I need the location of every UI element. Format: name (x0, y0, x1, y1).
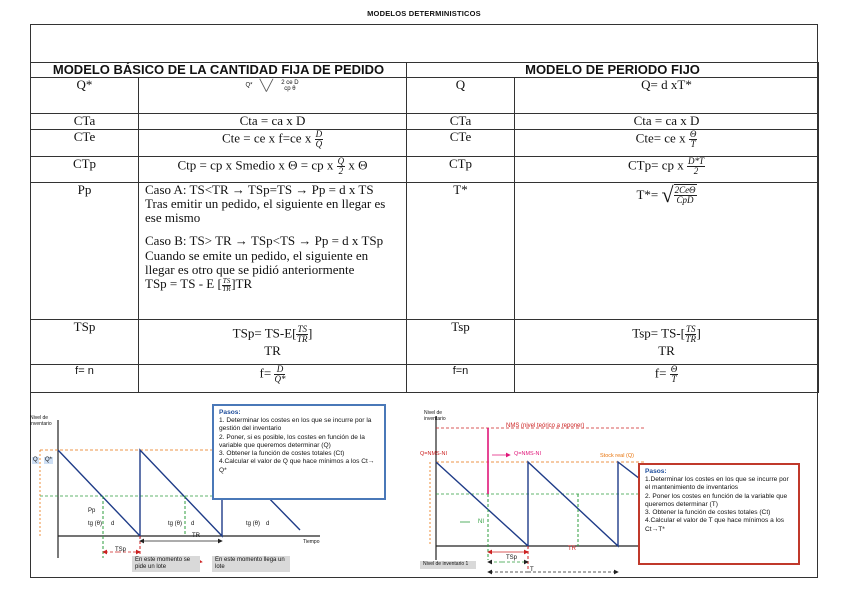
right-y-label: Nivel de inventario (424, 410, 446, 422)
ni-label: NI (478, 519, 484, 525)
pp-cases (139, 182, 407, 319)
q-label-mid: Q=NMS-NI (514, 451, 542, 457)
case-b-formula: TSp = TS - E [ $\frac{TS}{TR}$ ]TR (145, 276, 253, 293)
case-b-line: Caso B: TS> TR → TSp<TS → Pp = d x TSp (145, 233, 384, 249)
row-formula: Cta = ca x D (139, 114, 407, 129)
row-symbol: CTe (407, 129, 515, 156)
note-order: En este momento se pide un lote (132, 556, 200, 572)
step-item: 2. Poner los costes en función de la variable que queremos determinar (T) (645, 492, 788, 508)
t-label: T (530, 567, 534, 573)
d-label: d (266, 521, 270, 527)
left-model-header: MODELO BÁSICO DE LA CANTIDAD FIJA DE PEDIDO (31, 63, 407, 78)
row-symbol: CTp (407, 156, 515, 182)
steps-title: Pasos: (645, 468, 667, 475)
right-model-header: MODELO DE PERIODO FIJO (407, 63, 819, 78)
row-formula: Q* ╲╱ 2 ce D cp θ (139, 78, 407, 114)
row-symbol: CTp (31, 156, 139, 182)
note-arrive: En este momento llega un lote (212, 556, 290, 572)
row-symbol: TSp (31, 319, 139, 364)
row-formula: Cte= ce x $\frac{\Theta}{T}$ (515, 129, 819, 156)
step-item: 3. Obtener la función de costes totales (Ct) (645, 509, 771, 517)
page-title: MODELOS DETERMINISTICOS (367, 9, 481, 18)
step-item: 4.Calcular el valor de T que hace mínimos a los Ct→T* (645, 517, 785, 533)
right-inventory-diagram (418, 410, 648, 580)
tg-label: tg (θ) (246, 521, 261, 527)
row-symbol: Pp (31, 182, 139, 319)
case-a-text: Tras emitir un pedido, el siguiente en llegar es ese mismo (145, 195, 386, 226)
row-symbol: Tsp (407, 319, 515, 364)
row-symbol: CTa (407, 114, 515, 129)
row-formula: Ctp = cp x Smedio x Θ = cp x $\frac{Q}{2}$ x Θ (139, 156, 407, 182)
row-symbol: f=n (407, 364, 515, 392)
row-formula: Tsp= TS-[ $\frac{TS}{TR}$ ] TR (515, 319, 819, 364)
stock-label: Stock real (Q) (600, 453, 634, 459)
case-a-line: Caso A: TS<TR → TSp=TS → Pp = d x TS (145, 181, 374, 197)
row-symbol: CTe (31, 129, 139, 156)
right-steps-box (638, 463, 800, 565)
row-symbol: CTa (31, 114, 139, 129)
tg-label: tg (θ) (168, 521, 183, 527)
tr-label: TR (192, 533, 200, 539)
step-item: 3. Obtener la función de costes totales (Ct) (219, 450, 345, 458)
row-formula: Cte = ce x f=ce x $\frac{D}{Q}$ (139, 129, 407, 156)
row-formula: Q= d xT* (515, 78, 819, 114)
step-item: 2. Poner, si es posible, los costes en función de la variable que queremos determinar (Q) (219, 433, 365, 449)
nms-label: NMS (nivel teórico a reponer) (506, 423, 585, 429)
step-item: 4.Calcular el valor de Q que hace mínimos a los Ct→ Q* (219, 458, 375, 474)
tsp-label: TSp (115, 547, 127, 553)
tsp-label: TSp (506, 555, 518, 561)
left-steps-box (212, 404, 386, 500)
row-symbol: Q (407, 78, 515, 114)
tr-label: TR (568, 546, 576, 552)
row-formula: Cta = ca x D (515, 114, 819, 129)
steps-title: Pasos: (219, 409, 241, 416)
left-y-label: Nivel de inventario (30, 415, 52, 427)
row-symbol: Q* (31, 78, 139, 114)
step-item: 1.Determinar los costes en los que se incurre por el mantenimiento de inventarios (645, 476, 789, 492)
row-formula: T*= √ $\frac{\text{2CeΘ}}{\text{CpD}}$ (515, 182, 819, 319)
tg-label: tg (θ) (88, 521, 103, 527)
x-axis-label: Tiempo (303, 539, 320, 545)
row-formula: TSp= TS-E[ $\frac{TS}{TR}$ ] TR (139, 319, 407, 364)
row-formula: f= $\frac{D}{Q*}$ (139, 364, 407, 392)
step-item: 1. Determinar los costes en los que se incurre por la gestión del inventario (219, 417, 372, 433)
q-label-left: Q=NMS-NI (420, 451, 448, 457)
q-star-label: Q* (45, 457, 53, 463)
d-label: d (191, 521, 195, 527)
row-symbol: T* (407, 182, 515, 319)
right-bottom-note: Nivel de inventario 1 (420, 561, 476, 569)
row-formula: CTp= cp x $\frac{D*T}{2}$ (515, 156, 819, 182)
case-b-text: Cuando se emite un pedido, el siguiente en llegar es otro que se pidió anteriormente (145, 247, 369, 278)
d-label: d (111, 521, 115, 527)
row-symbol: f= n (31, 364, 139, 392)
row-formula: f= $\frac{\Theta}{T}$ (515, 364, 819, 392)
sawtooth-line (436, 462, 644, 546)
formulas-table (30, 62, 819, 393)
pp-label: Pp (88, 508, 96, 514)
q-label: Q (33, 457, 38, 463)
